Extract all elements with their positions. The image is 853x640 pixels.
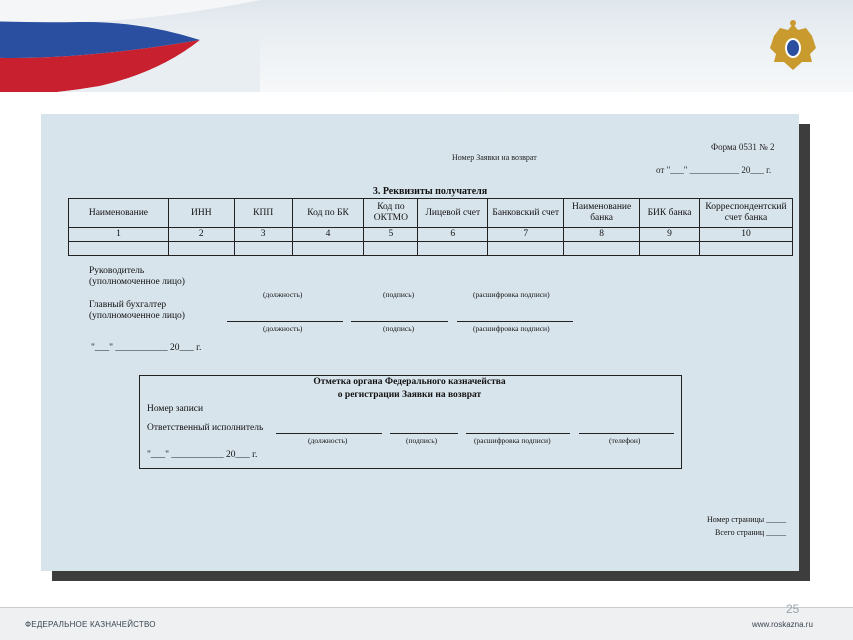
table-cell: [640, 242, 700, 256]
column-number: 10: [699, 228, 792, 242]
column-number: 5: [364, 228, 418, 242]
column-number: 4: [292, 228, 364, 242]
footer-organization: ФЕДЕРАЛЬНОЕ КАЗНАЧЕЙСТВО: [25, 620, 156, 629]
column-number: 1: [69, 228, 169, 242]
table-cell: [292, 242, 364, 256]
form-code: Форма 0531 № 2: [711, 142, 775, 152]
column-header: Наименование банка: [564, 199, 640, 228]
stamp-executor-label: Ответственный исполнитель: [147, 423, 264, 433]
column-number-row: [69, 228, 793, 242]
head-position-caption: (должность): [263, 290, 303, 299]
form-number-caption: Номер Заявки на возврат: [452, 153, 537, 162]
column-header: Лицевой счет: [418, 199, 488, 228]
head-decoding-caption: (расшифровка подписи): [473, 290, 550, 299]
slide-number: 25: [786, 602, 800, 616]
total-pages-field: Всего страниц _____: [715, 528, 787, 537]
column-header: БИК банка: [640, 199, 700, 228]
column-number: 2: [168, 228, 234, 242]
table-empty-row: [69, 242, 793, 256]
head-label-sub: (уполномоченное лицо): [89, 277, 185, 287]
russian-flag-icon: [0, 0, 260, 92]
accountant-decoding-caption: (расшифровка подписи): [473, 324, 550, 333]
signature-date-line: "___" ___________ 20___ г.: [91, 343, 202, 353]
stamp-record-number: Номер записи: [147, 404, 204, 414]
table-header-row: [69, 199, 793, 228]
head-label: Руководитель: [89, 266, 145, 276]
accountant-label: Главный бухгалтер: [89, 300, 167, 310]
column-header: Код по ОКТМО: [364, 199, 418, 228]
stamp-decoding-line: [466, 433, 570, 434]
stamp-date-line: "___" ___________ 20___ г.: [147, 450, 258, 460]
stamp-subtitle: о регистрации Заявки на возврат: [337, 390, 482, 400]
stamp-decoding-caption: (расшифровка подписи): [474, 436, 551, 445]
accountant-position-caption: (должность): [263, 324, 303, 333]
column-header: Корреспондентский счет банка: [699, 199, 792, 228]
table-cell: [564, 242, 640, 256]
stamp-position-line: [276, 433, 382, 434]
column-number: 6: [418, 228, 488, 242]
treasury-emblem-icon: [766, 18, 820, 78]
section-title: 3. Реквизиты получателя: [372, 186, 488, 197]
stamp-signature-line: [390, 433, 458, 434]
table-cell: [488, 242, 564, 256]
accountant-signature-caption: (подпись): [383, 324, 415, 333]
head-signature-caption: (подпись): [383, 290, 415, 299]
page-number-field: Номер страницы _____: [707, 515, 787, 524]
footer-website-link[interactable]: www.roskazna.ru: [752, 620, 813, 629]
table-cell: [234, 242, 292, 256]
form-date-line: от "___" ___________ 20___ г.: [656, 165, 772, 175]
table-cell: [699, 242, 792, 256]
accountant-decoding-line: [457, 321, 573, 322]
column-header: КПП: [234, 199, 292, 228]
recipient-requisites-table: [68, 198, 793, 256]
column-number: 3: [234, 228, 292, 242]
table-cell: [69, 242, 169, 256]
accountant-label-sub: (уполномоченное лицо): [89, 311, 185, 321]
column-header: Наименование: [69, 199, 169, 228]
column-header: ИНН: [168, 199, 234, 228]
column-header: Код по БК: [292, 199, 364, 228]
column-header: Банковский счет: [488, 199, 564, 228]
stamp-phone-caption: (телефон): [609, 436, 641, 445]
column-number: 8: [564, 228, 640, 242]
stamp-signature-caption: (подпись): [406, 436, 438, 445]
table-cell: [418, 242, 488, 256]
accountant-position-line: [227, 321, 343, 322]
column-number: 7: [488, 228, 564, 242]
stamp-title: Отметка органа Федерального казначейства: [313, 377, 506, 387]
stamp-phone-line: [579, 433, 674, 434]
column-number: 9: [640, 228, 700, 242]
stamp-position-caption: (должность): [308, 436, 348, 445]
accountant-signature-line: [351, 321, 448, 322]
table-cell: [364, 242, 418, 256]
header-banner: [0, 0, 853, 92]
table-cell: [168, 242, 234, 256]
